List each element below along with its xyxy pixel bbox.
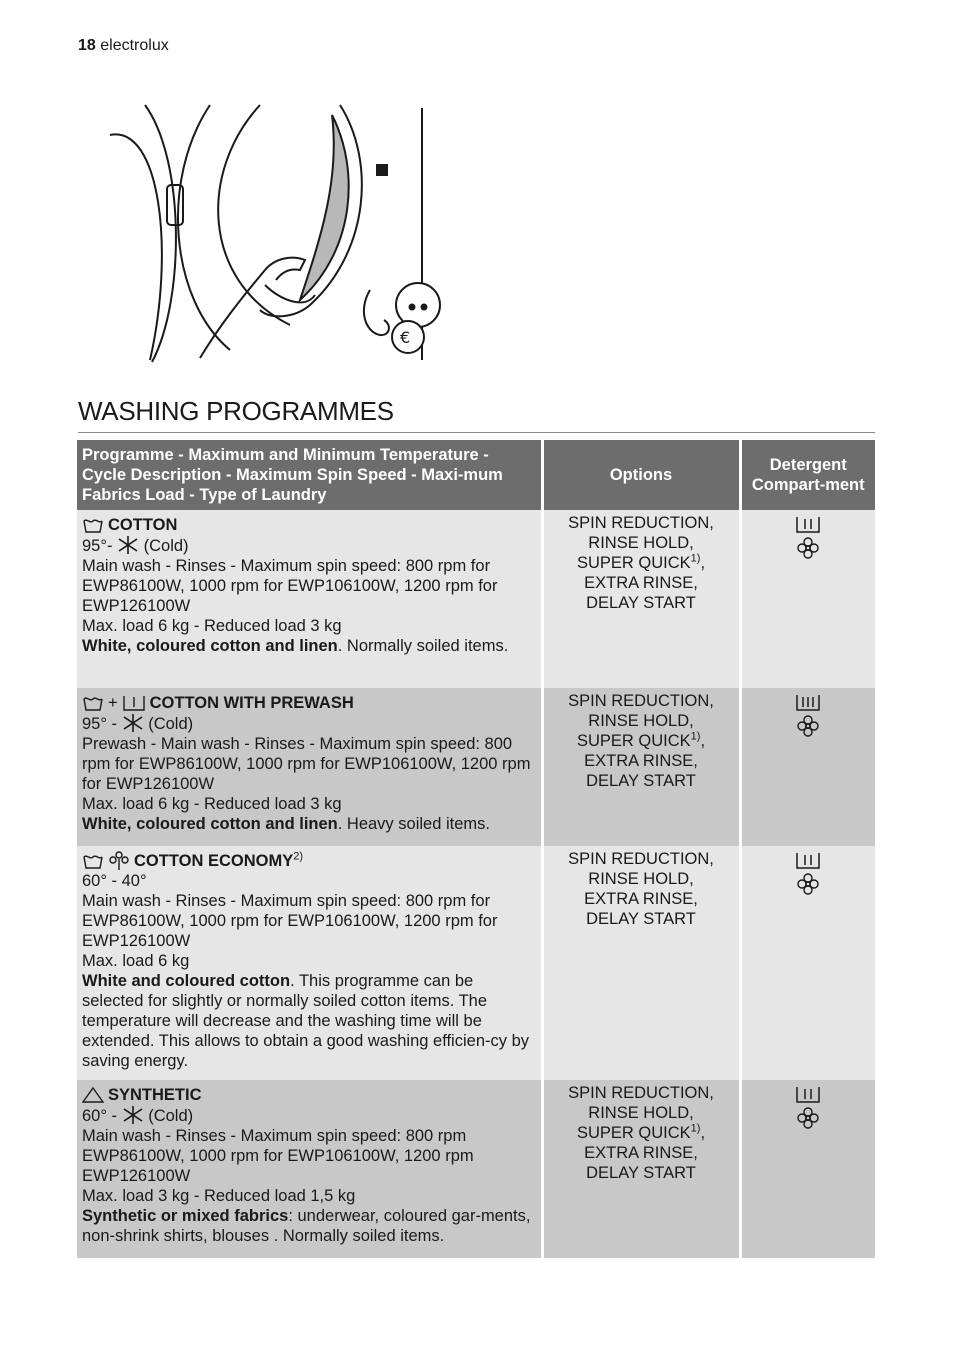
- softener-flower-icon: [797, 873, 819, 895]
- max-load: Max. load 6 kg - Reduced load 3 kg: [82, 617, 342, 635]
- softener-flower-icon: [797, 715, 819, 737]
- cycle-description: Main wash - Rinses - Maximum spin speed: 800 rpm EWP86100W, 1000 rpm for EWP106100W, 1200 rpm EWP126100W: [82, 1127, 474, 1185]
- section-title: WASHING PROGRAMMES: [78, 396, 394, 426]
- detergent-cell: [740, 1080, 875, 1258]
- programme-cell: [77, 688, 542, 846]
- washer-door-illustration: [100, 100, 460, 365]
- cold-snowflake-icon: [117, 535, 139, 555]
- detergent-cell: [740, 846, 875, 1080]
- svg-text:€: €: [400, 328, 411, 347]
- programme-cell: [77, 510, 542, 688]
- options-cell: SPIN REDUCTION, RINSE HOLD, SUPER QUICK$^{1)}$, EXTRA RINSE, DELAY START: [542, 510, 740, 688]
- laundry-type: White and coloured cotton. This programme can be selected for slightly or normally soiled cotton items. The temperature will decrease and the washing time will be extended. This allows to obtain a good washing efficien-cy by saving energy.: [82, 972, 529, 1070]
- temperature: 60° - (Cold): [82, 1107, 194, 1125]
- header-options: Options: [542, 440, 740, 510]
- detergent-cell: [740, 510, 875, 688]
- prewash-icon: [122, 694, 146, 712]
- temperature: 95°- (Cold): [82, 537, 189, 555]
- options-cell: SPIN REDUCTION, RINSE HOLD, SUPER QUICK$^{1)}$, EXTRA RINSE, DELAY START: [542, 1080, 740, 1258]
- tub-icon: [82, 694, 104, 712]
- softener-flower-icon: [797, 537, 819, 559]
- cycle-description: Main wash - Rinses - Maximum spin speed: 800 rpm for EWP86100W, 1000 rpm for EWP106100W, 1200 rpm for EWP126100W: [82, 892, 498, 950]
- options-cell: SPIN REDUCTION, RINSE HOLD, SUPER QUICK$^{1)}$, EXTRA RINSE, DELAY START: [542, 688, 740, 846]
- programmes-table: [77, 440, 875, 1258]
- page-number: 18: [78, 37, 96, 54]
- tub-icon: [82, 516, 104, 534]
- table-header-row: [77, 440, 875, 510]
- temperature: 60° - 40°: [82, 872, 147, 890]
- max-load: Max. load 3 kg - Reduced load 1,5 kg: [82, 1187, 356, 1205]
- main-wash-compartment-icon: [795, 515, 821, 535]
- triangle-icon: [82, 1086, 104, 1104]
- laundry-type: Synthetic or mixed fabrics: underwear, coloured gar-ments, non-shrink shirts, blouses . Normally soiled items.: [82, 1207, 531, 1245]
- max-load: Max. load 6 kg: [82, 952, 190, 970]
- main-wash-compartment-icon: [795, 1085, 821, 1105]
- main-wash-compartment-icon: [795, 851, 821, 871]
- table-row: [77, 846, 875, 1080]
- cycle-description: Main wash - Rinses - Maximum spin speed: 800 rpm for EWP86100W, 1000 rpm for EWP106100W, 1200 rpm for EWP126100W: [82, 557, 498, 615]
- section-rule: [78, 432, 875, 433]
- programme-title: + COTTON WITH PREWASH: [82, 693, 536, 713]
- table-row: [77, 1080, 875, 1258]
- table-row: [77, 510, 875, 688]
- max-load: Max. load 6 kg - Reduced load 3 kg: [82, 795, 342, 813]
- programme-title: COTTON ECONOMY$^{2)}$: [82, 851, 536, 871]
- temperature: 95° - (Cold): [82, 715, 194, 733]
- table-row: [77, 688, 875, 846]
- laundry-type: White, coloured cotton and linen. Heavy soiled items.: [82, 815, 490, 833]
- eco-flower-icon: [108, 851, 130, 871]
- prewash-main-wash-compartment-icon: [795, 693, 821, 713]
- options-cell: SPIN REDUCTION, RINSE HOLD, EXTRA RINSE, DELAY START: [542, 846, 740, 1080]
- brand-name: electrolux: [100, 37, 169, 54]
- tub-icon: [82, 852, 104, 870]
- header-programme: Programme - Maximum and Minimum Temperature - Cycle Description - Maximum Spin Speed - Maxi-mum Fabrics Load - Type of Laundry: [77, 440, 542, 510]
- programme-title: SYNTHETIC: [82, 1085, 536, 1105]
- page-header: [78, 37, 169, 55]
- softener-flower-icon: [797, 1107, 819, 1129]
- header-detergent: Detergent Compart-ment: [740, 440, 875, 510]
- laundry-type: White, coloured cotton and linen. Normally soiled items.: [82, 637, 509, 655]
- cold-snowflake-icon: [122, 1105, 144, 1125]
- detergent-cell: [740, 688, 875, 846]
- programme-cell: [77, 846, 542, 1080]
- programme-cell: [77, 1080, 542, 1258]
- programme-title: COTTON: [82, 515, 536, 535]
- cycle-description: Prewash - Main wash - Rinses - Maximum spin speed: 800 rpm for EWP86100W, 1000 rpm for EWP106100W, 1200 rpm for EWP126100W: [82, 735, 531, 793]
- cold-snowflake-icon: [122, 713, 144, 733]
